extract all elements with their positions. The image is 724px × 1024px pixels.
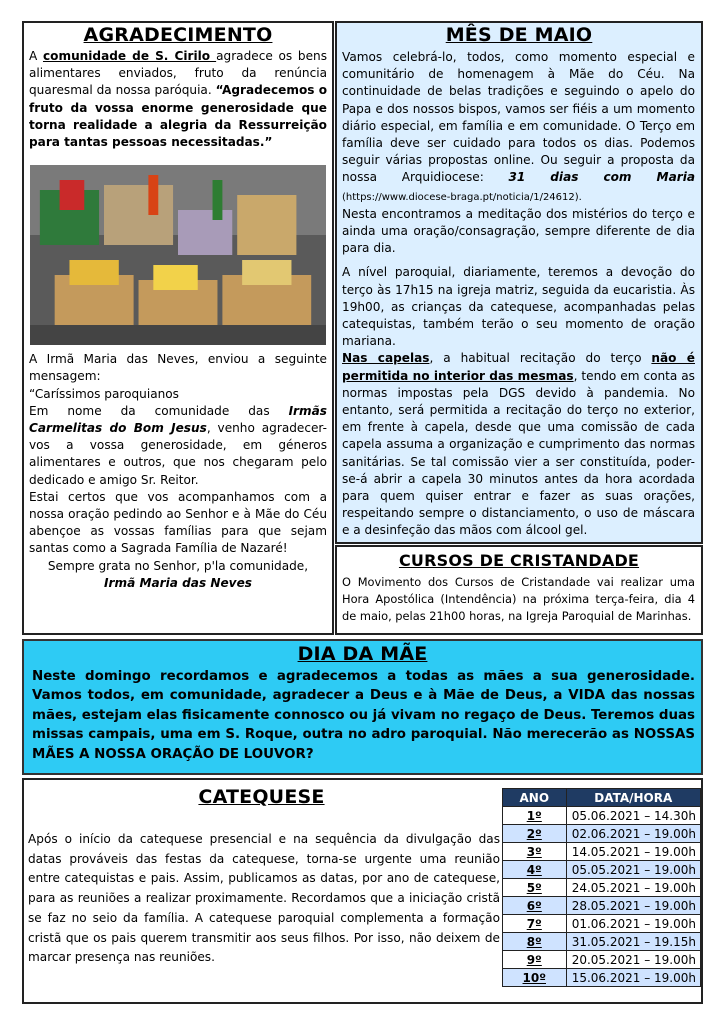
agradecimento-signoff: Sempre grata no Senhor, p'la comunidade, [47, 558, 309, 573]
agradecimento-signature: Irmã Maria das Neves [104, 575, 252, 590]
mes-maio-title: MÊS DE MAIO [445, 24, 593, 46]
data-hora-cell: 05.06.2021 – 14.30h [566, 807, 700, 825]
table-header-row [503, 789, 701, 807]
mes-maio-body [342, 49, 695, 540]
ano-cell: 1º [503, 807, 567, 825]
text-run: , a habitual recitação do terço [429, 351, 652, 366]
data-hora-cell: 01.06.2021 – 19.00h [566, 915, 700, 933]
data-hora-cell: 02.06.2021 – 19.00h [566, 825, 700, 843]
ano-cell: 9º [503, 951, 567, 969]
text-run: A [29, 49, 43, 63]
text-run: Vamos celebrá-lo, todos, como momento especial e comunitário de homenagem à Mãe do Céu. Na continuidade de belas tradições e seguindo o apelo do Papa e dos nossos bispos, vamos ser fiéis a um momento diário especial, em família e em comunidade. O Terço em família deve ser cuidado para todos os dias. Podemos seguir várias propostas online. Ou seguir a proposta da nossa Arquidiocese: [342, 50, 695, 185]
table-row [503, 825, 701, 843]
column-header-ano: ANO [503, 789, 567, 807]
quote-text: “Agradecemos o fruto da vossa enorme generosidade que torna realidade a alegria da Ressurreição para tantas pessoas necessitadas.” [29, 83, 327, 150]
data-hora-cell: 05.05.2021 – 19.00h [566, 861, 700, 879]
text-run: , tendo em conta as normas impostas pela DGS devido à pandemia. No entanto, será permitida a recitação do terço no exterior, em frente à capela, desde que uma comissão de cada capela assuma a organização e cumprimento das normas sanitárias. Se tal comissão vier a ser constituída, poder-se-á abrir a capela 30 minutos antes da hora acordada para quem quiser entrar e fazer as suas orações, respeitando sempre o distanciamento, o uso de máscara e a desinfeção das mãos com álcool gel. [342, 368, 695, 538]
catequese-dates-table [502, 788, 701, 987]
mes-maio-paragraph-1 [342, 49, 695, 206]
nao-permitida: não é permitida no interior das mesmas [342, 351, 695, 383]
dia-mae-section [22, 639, 703, 775]
ano-cell: 3º [503, 843, 567, 861]
mes-maio-paragraph-4 [342, 350, 695, 539]
data-hora-cell: 14.05.2021 – 19.00h [566, 843, 700, 861]
agradecimento-paragraph-5: Estai certos que vos acompanhamos com a nossa oração pedindo ao Senhor e à Mãe do Céu abençoe as vossas famílias para que sejam santas como a Sagrada Família de Nazaré! [29, 489, 327, 556]
data-hora-cell: 20.05.2021 – 19.00h [566, 951, 700, 969]
food-boxes-image [30, 165, 326, 345]
catequese-title: CATEQUESE [198, 786, 325, 808]
catequese-body: Após o início da catequese presencial e na sequência da divulgação das datas prováveis das festas da catequese, torna-se urgente uma reunião entre catequistas e pais. Assim, publicamos as datas, por ano de catequese, para as reuniões a realizar proximamente. Recordamos que a iniciação cristã se faz no seio da família. A catequese paroquial complementa a formação cristã que os pais querem transmitir aos seus filhos. Por isso, não deixem de marcar presença nas reuniões. [28, 832, 500, 965]
table-row [503, 897, 701, 915]
catequese-section [22, 778, 703, 1004]
agradecimento-body-2 [29, 351, 327, 592]
ano-cell: 8º [503, 933, 567, 951]
irmas-carmelitas: Irmãs Carmelitas do Bom Jesus [29, 403, 327, 436]
agradecimento-body [29, 48, 327, 151]
data-hora-cell: 28.05.2021 – 19.00h [566, 897, 700, 915]
ano-cell: 2º [503, 825, 567, 843]
table-row [503, 861, 701, 879]
ano-cell: 10º [503, 969, 567, 987]
agradecimento-paragraph-3: “Caríssimos paroquianos [29, 386, 179, 401]
agradecimento-paragraph-4 [29, 403, 327, 489]
donations-photo [30, 165, 326, 345]
comunidade-link: comunidade de S. Cirilo [42, 49, 217, 63]
ano-cell: 7º [503, 915, 567, 933]
agradecimento-title: AGRADECIMENTO [83, 24, 273, 46]
mes-maio-paragraph-2: Nesta encontramos a meditação dos mistérios do terço e ainda uma oração/consagração, sempre diferente de dia para dia. [342, 206, 695, 256]
ano-cell: 4º [503, 861, 567, 879]
cursos-section [335, 545, 703, 635]
text-run: Em nome da comunidade das [29, 403, 289, 418]
diocese-url: (https://www.diocese-braga.pt/noticia/1/24612). [342, 191, 582, 203]
dia-mae-title: DIA DA MÃE [297, 643, 428, 665]
mes-maio-section [335, 21, 703, 544]
trinta-um-dias: 31 dias com Maria [508, 170, 695, 185]
ano-cell: 6º [503, 897, 567, 915]
table-row [503, 879, 701, 897]
column-header-data-hora: DATA/HORA [566, 789, 700, 807]
ano-cell: 5º [503, 879, 567, 897]
text-run: agradece os bens alimentares enviados, fruto da renúncia quaresmal da nossa paróquia. [29, 49, 327, 98]
table-row [503, 843, 701, 861]
cursos-title: CURSOS DE CRISTANDADE [398, 551, 640, 570]
agradecimento-paragraph-1 [29, 48, 327, 151]
data-hora-cell: 15.06.2021 – 19.00h [566, 969, 700, 987]
nas-capelas: Nas capelas [342, 351, 430, 366]
cursos-body: O Movimento dos Cursos de Cristandade vai realizar uma Hora Apostólica (Intendência) na próxima terça-feira, dia 4 de maio, pelas 21h00 horas, na Igreja Paroquial de Marinhas. [342, 575, 695, 623]
mes-maio-paragraph-3: A nível paroquial, diariamente, teremos a devoção do terço às 17h15 na igreja matriz, seguida da eucaristia. Às 19h00, as crianças da catequese, acompanhadas pelas catequistas, também terão o seu momento de oração mariana. [342, 265, 695, 349]
table-row [503, 969, 701, 987]
dia-mae-body: Neste domingo recordamos e agradecemos a todas as mães a sua generosidade. Vamos todos, em comunidade, agradecer a Deus e à Mãe de Deus, a VIDA das nossas mães, estejam elas fisicamente connosco ou já vivam no regaço de Deus. Teremos duas missas campais, uma em S. Roque, outra no adro paroquial. Não merecerão as NOSSAS MÃES A NOSSA ORAÇÃO DE LOUVOR? [32, 669, 695, 762]
table-row [503, 933, 701, 951]
table-row [503, 915, 701, 933]
agradecimento-paragraph-2: A Irmã Maria das Neves, enviou a seguinte mensagem: [29, 352, 327, 384]
text-run: , venho agradecer-vos a vossa generosidade, em géneros alimentares e outros, que nos chegaram pelo dedicado e amigo Sr. Reitor. [29, 421, 327, 487]
table-row [503, 951, 701, 969]
table-row [503, 807, 701, 825]
data-hora-cell: 31.05.2021 – 19.15h [566, 933, 700, 951]
agradecimento-section [22, 21, 334, 635]
data-hora-cell: 24.05.2021 – 19.00h [566, 879, 700, 897]
